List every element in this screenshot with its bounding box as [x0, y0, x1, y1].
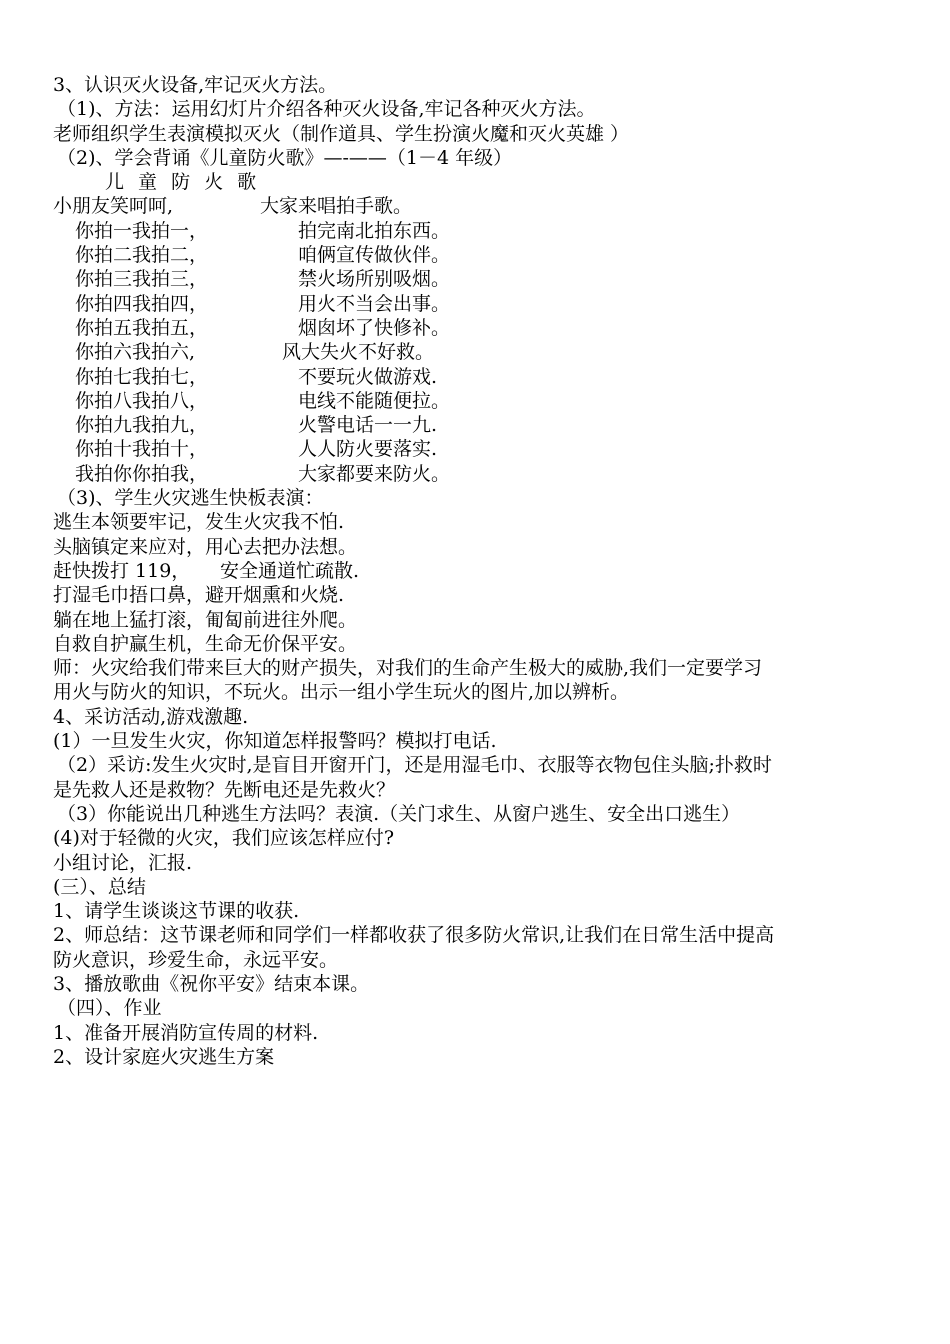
section-4-question-2-line-2: 是先救人还是救物？先断电还是先救火？: [53, 778, 396, 801]
kuaiban-line-1: 逃生本领要牢记，发生火灾我不怕.: [53, 511, 345, 534]
section-4-question-4-answer: 小组讨论，汇报.: [53, 851, 193, 874]
song-line-left: 你拍七我拍七，: [75, 365, 209, 388]
song-line-left: 你拍四我拍四，: [75, 292, 209, 315]
kuaiban-line-2: 头脑镇定来应对，用心去把办法想。: [53, 535, 358, 558]
song-line-right: 风大失火不好救。: [282, 341, 435, 364]
song-line-left: 我拍你你拍我，: [75, 462, 209, 485]
section-3-heading: 3、认识灭火设备,牢记灭火方法。: [53, 74, 338, 96]
homework-item-1: 1、准备开展消防宣传周的材料.: [53, 1021, 319, 1044]
song-line-8: [53, 389, 903, 413]
kuaiban-heading: （3)、学生火灾逃生快板表演：: [57, 487, 324, 510]
song-line-right: 咱俩宣传做伙伴。: [298, 244, 451, 267]
song-line-left: 你拍二我拍二，: [75, 244, 209, 267]
section-3-teacher-organize: 老师组织学生表演模拟灭火（制作道具、学生扮演火魔和灭火英雄 ）: [53, 122, 630, 145]
summary-item-2-line-2: 防火意识，珍爱生命，永远平安。: [53, 948, 339, 971]
song-line-5: [53, 316, 903, 340]
song-line-2: [53, 243, 903, 267]
song-line-right: 不要玩火做游戏.: [298, 365, 438, 388]
song-line-left: 你拍十我拍十，: [75, 438, 209, 461]
teacher-note-line-2: 用火与防火的知识，不玩火。出示一组小学生玩火的图片,加以辨析。: [53, 681, 630, 704]
song-line-right: 大家来唱拍手歌。: [260, 195, 413, 218]
song-line-left: 你拍八我拍八，: [75, 389, 209, 412]
song-line-right: 人人防火要落实.: [298, 438, 438, 461]
kuaiban-line-3-right: 安全通道忙疏散.: [220, 559, 360, 582]
song-line-right: 火警电话一一九.: [298, 414, 438, 437]
kuaiban-line-5: 躺在地上猛打滚，匍匐前进往外爬。: [53, 608, 358, 631]
kuaiban-line-3-left: 赶快拨打 119，: [53, 559, 191, 582]
song-line-3: [53, 267, 903, 291]
summary-item-2-line-1: 2、师总结：这节课老师和同学们一样都收获了很多防火常识,让我们在日常生活中提高: [53, 924, 775, 947]
song-line-right: 拍完南北拍东西。: [298, 219, 451, 242]
kuaiban-line-4: 打湿毛巾捂口鼻，避开烟熏和火烧.: [53, 584, 345, 607]
song-line-right: 大家都要来防火。: [298, 462, 451, 485]
section-4-question-4: (4)对于轻微的火灾，我们应该怎样应付?: [53, 827, 395, 850]
song-line-right: 烟囱坏了快修补。: [298, 316, 451, 339]
song-line-left: 你拍三我拍三，: [75, 268, 209, 291]
song-line-right: 禁火场所别吸烟。: [298, 268, 451, 291]
homework-item-2: 2、设计家庭火灾逃生方案: [53, 1045, 275, 1068]
section-4-question-1: (1）一旦发生火灾，你知道怎样报警吗？模拟打电话.: [53, 730, 497, 753]
song-line-9: [53, 413, 903, 437]
section-4-heading: 4、采访活动,游戏激趣.: [53, 705, 249, 728]
song-line-right: 用火不当会出事。: [298, 292, 451, 315]
homework-heading: （四）、作业: [57, 997, 162, 1020]
song-title: 儿 童 防 火 歌: [105, 171, 261, 194]
song-line-11: [53, 462, 903, 486]
song-line-left: 你拍五我拍五，: [75, 316, 209, 339]
section-4-question-2-line-1: （2）采访:发生火灾时,是盲目开窗开门，还是用湿毛巾、衣服等衣物包住头脑;扑救时: [57, 754, 772, 777]
song-line-4: [53, 292, 903, 316]
summary-heading: (三）、总结: [53, 875, 146, 898]
song-line-0: [53, 194, 903, 218]
kuaiban-line-6: 自救自护赢生机，生命无价保平安。: [53, 632, 358, 655]
kuaiban-line-3: [53, 559, 903, 583]
summary-item-3: 3、播放歌曲《祝你平安》结束本课。: [53, 972, 370, 995]
song-line-left: 你拍六我拍六,: [75, 341, 196, 364]
summary-item-1: 1、请学生谈谈这节课的收获.: [53, 900, 300, 923]
song-line-left: 小朋友笑呵呵,: [53, 195, 174, 218]
song-line-7: [53, 365, 903, 389]
section-3-item-2: （2)、学会背诵《儿童防火歌》—-——（1－4 年级）: [57, 146, 513, 169]
section-4-question-3: （3）你能说出几种逃生方法吗？表演.（关门求生、从窗户逃生、安全出口逃生）: [57, 802, 741, 825]
song-line-left: 你拍一我拍一，: [75, 219, 209, 242]
teacher-note-line-1: 师：火灾给我们带来巨大的财产损失，对我们的生命产生极大的威胁,我们一定要学习: [53, 657, 763, 680]
song-line-6: [53, 340, 903, 364]
section-3-item-1: （1)、方法：运用幻灯片介绍各种灭火设备,牢记各种灭火方法。: [57, 98, 596, 121]
document-body: [53, 73, 903, 1069]
song-line-right: 电线不能随便拉。: [298, 389, 451, 412]
song-line-1: [53, 219, 903, 243]
song-line-left: 你拍九我拍九，: [75, 414, 209, 437]
song-line-10: [53, 437, 903, 461]
